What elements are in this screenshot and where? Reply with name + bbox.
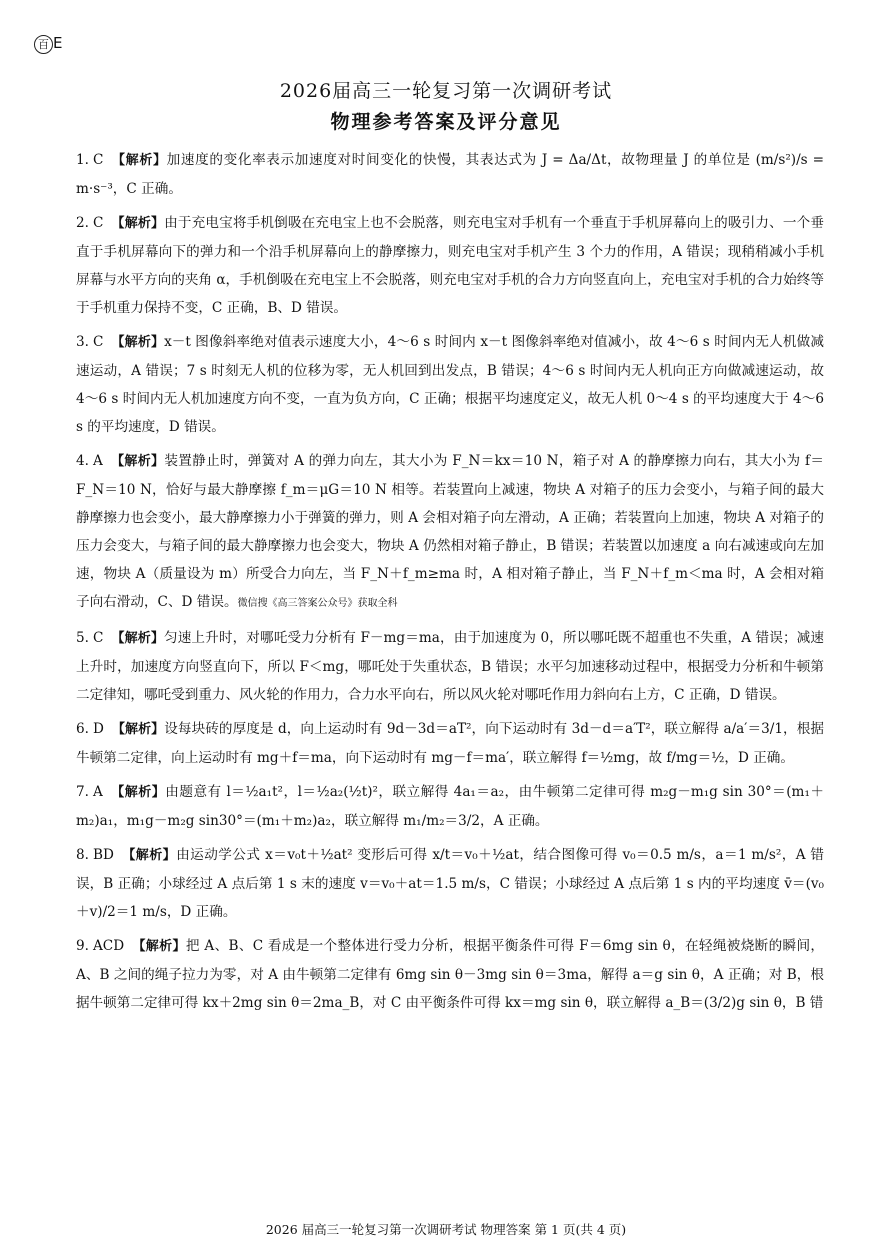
analysis-tag: 【解析】 [111,216,165,231]
corner-mark [34,34,62,54]
solution-item-8 [76,841,824,926]
question-number: 8. [76,847,89,863]
answer-letter: C [92,630,104,646]
question-number: 1. [76,152,89,168]
page-subtitle: 物理参考答案及评分意见 [330,111,562,133]
solutions-body [76,146,824,1023]
solution-item-1 [76,146,824,203]
solution-item-9 [76,932,824,1017]
analysis-text: x－t 图像斜率绝对值表示速度大小，4～6 s 时间内 x－t 图像斜率绝对值减小，故 4～6 s 时间内无人机做减速运动，A 错误；7 s 时刻无人机的位移为零，无人机回到出发点，B 错误；4～6 s 时间内无人机向正方向做减速运动，故 4～6 s 时间内无人机加速度方向不变，一直为负方向，C 正确；根据平均速度定义，故无人机 0～4 s 的平均速度大于 4～6 s 的平均速度，D 错误。 [76,334,824,435]
analysis-tag: 【解析】 [121,848,177,863]
analysis-tag: 【解析】 [111,631,164,646]
analysis-tag: 【解析】 [110,454,165,469]
page-footer: 2026 届高三一轮复习第一次调研考试 物理答案 第 1 页(共 4 页) [265,1222,627,1237]
solution-item-5 [76,624,824,709]
analysis-text: 加速度的变化率表示加速度对时间变化的快慢，其表达式为 J = Δa/Δt，故物理量 J 的单位是 (m/s²)/s = m·s⁻³，C 正确。 [76,152,824,197]
solution-item-3 [76,328,824,441]
answer-letter: D [92,721,104,737]
answer-letter: BD [92,847,114,863]
answer-letter: C [92,215,104,231]
analysis-text: 由题意有 l＝½a₁t²，l＝½a₂(½t)²，联立解得 4a₁＝a₂，由牛顿第二定律可得 m₂g－m₁g sin 30°＝(m₁＋m₂)a₁，m₁g－m₂g sin30°＝(m₁＋m₂)a₂，联立解得 m₁/m₂＝3/2，A 正确。 [76,784,824,829]
solution-item-6 [76,715,824,772]
answer-letter: A [92,453,103,469]
question-number: 2. [76,215,89,231]
analysis-tag: 【解析】 [111,335,165,350]
solution-item-4 [76,447,824,618]
analysis-text: 把 A、B、C 看成是一个整体进行受力分析，根据平衡条件可得 F＝6mg sin θ，在轻绳被烧断的瞬间，A、B 之间的绳子拉力为零，对 A 由牛顿第二定律有 6mg sin θ－3mg sin θ＝3ma，解得 a＝g sin θ，A 正确；对 B，根据牛顿第二定律可得 kx＋2mg sin θ＝2ma_B，对 C 由平衡条件可得 kx＝mg sin θ，联立解得 a_B＝(3/2)g sin θ，B 错 [76,938,824,1011]
analysis-text: 匀速上升时，对哪吒受力分析有 F－mg＝ma，由于加速度为 0，所以哪吒既不超重也不失重，A 错误；减速上升时，加速度方向竖直向下，所以 F＜mg，哪吒处于失重状态，B 错误；水平匀加速移动过程中，根据受力分析和牛顿第二定律知，哪吒受到重力、风火轮的作用力，合力水平向右，所以风火轮对哪吒作用力斜向右上方，C 正确，D 错误。 [76,630,824,703]
question-number: 9. [76,938,89,954]
corner-circled-char: 百 [34,35,53,54]
analysis-tag: 【解析】 [132,939,186,954]
analysis-text: 由运动学公式 x＝v₀t＋½at² 变形后可得 x/t＝v₀＋½at，结合图像可得 v₀＝0.5 m/s，a＝1 m/s²，A 错误，B 正确；小球经过 A 点后第 1 s 末的速度 v＝v₀＋at＝1.5 m/s，C 错误；小球经过 A 点后第 1 s 内的平均速度 v̄＝(v₀＋v)/2＝1 m/s，D 正确。 [76,847,824,920]
analysis-text: 装置静止时，弹簧对 A 的弹力向左，其大小为 F_N＝kx＝10 N，箱子对 A 的静摩擦力向右，其大小为 f＝F_N＝10 N，恰好与最大静摩擦 f_m＝μG＝10 N 相等。若装置向上减速，物块 A 对箱子的压力会变小，与箱子间的最大静摩擦力也会变小，最大静摩擦力小于弹簧的弹力，则 A 会相对箱子向左滑动，A 正确；若装置向上加速，物块 A 对箱子的压力会变大，与箱子间的最大静摩擦力也会变大，物块 A 仍然相对箱子静止，B 错误；若装置以加速度 a 向右减速或向左加速，物块 A（质量设为 m）所受合力向左，当 F_N＋f_m≥ma 时，A 相对箱子静止，当 F_N＋f_m＜ma 时，A 会相对箱子向右滑动，C、D 错误。 [76,453,824,610]
solution-item-2 [76,209,824,322]
question-number: 7. [76,784,89,800]
question-number: 5. [76,630,89,646]
analysis-text: 设每块砖的厚度是 d，向上运动时有 9d－3d＝aT²，向下运动时有 3d－d＝a′T²，联立解得 a/a′＝3/1，根据牛顿第二定律，向上运动时有 mg＋f＝ma，向下运动时有 mg－f＝ma′，联立解得 f＝½mg，故 f/mg＝½，D 正确。 [76,721,824,766]
watermark-note: 微信搜《高三答案公众号》获取全科 [237,598,398,609]
question-number: 6. [76,721,89,737]
exam-title: 2026届高三一轮复习第一次调研考试 [279,80,613,102]
analysis-tag: 【解析】 [110,785,166,800]
answer-letter: A [92,784,103,800]
question-number: 4. [76,453,89,469]
corner-letter: E [53,34,63,52]
answer-letter: ACD [92,938,125,954]
question-number: 3. [76,334,89,350]
analysis-tag: 【解析】 [111,153,167,168]
analysis-text: 由于充电宝将手机倒吸在充电宝上也不会脱落，则充电宝对手机有一个垂直于手机屏幕向上的吸引力、一个垂直于手机屏幕向下的弹力和一个沿手机屏幕向上的静摩擦力，则充电宝对手机产生 3 个力的作用，A 错误；现稍稍减小手机屏幕与水平方向的夹角 α，手机倒吸在充电宝上不会脱落，则充电宝对手机的合力方向竖直向上，充电宝对手机的合力始终等于手机重力保持不变，C 正确，B、D 错误。 [76,215,824,316]
answer-letter: C [92,334,104,350]
answer-letter: C [92,152,104,168]
solution-item-7 [76,778,824,835]
analysis-tag: 【解析】 [111,722,165,737]
